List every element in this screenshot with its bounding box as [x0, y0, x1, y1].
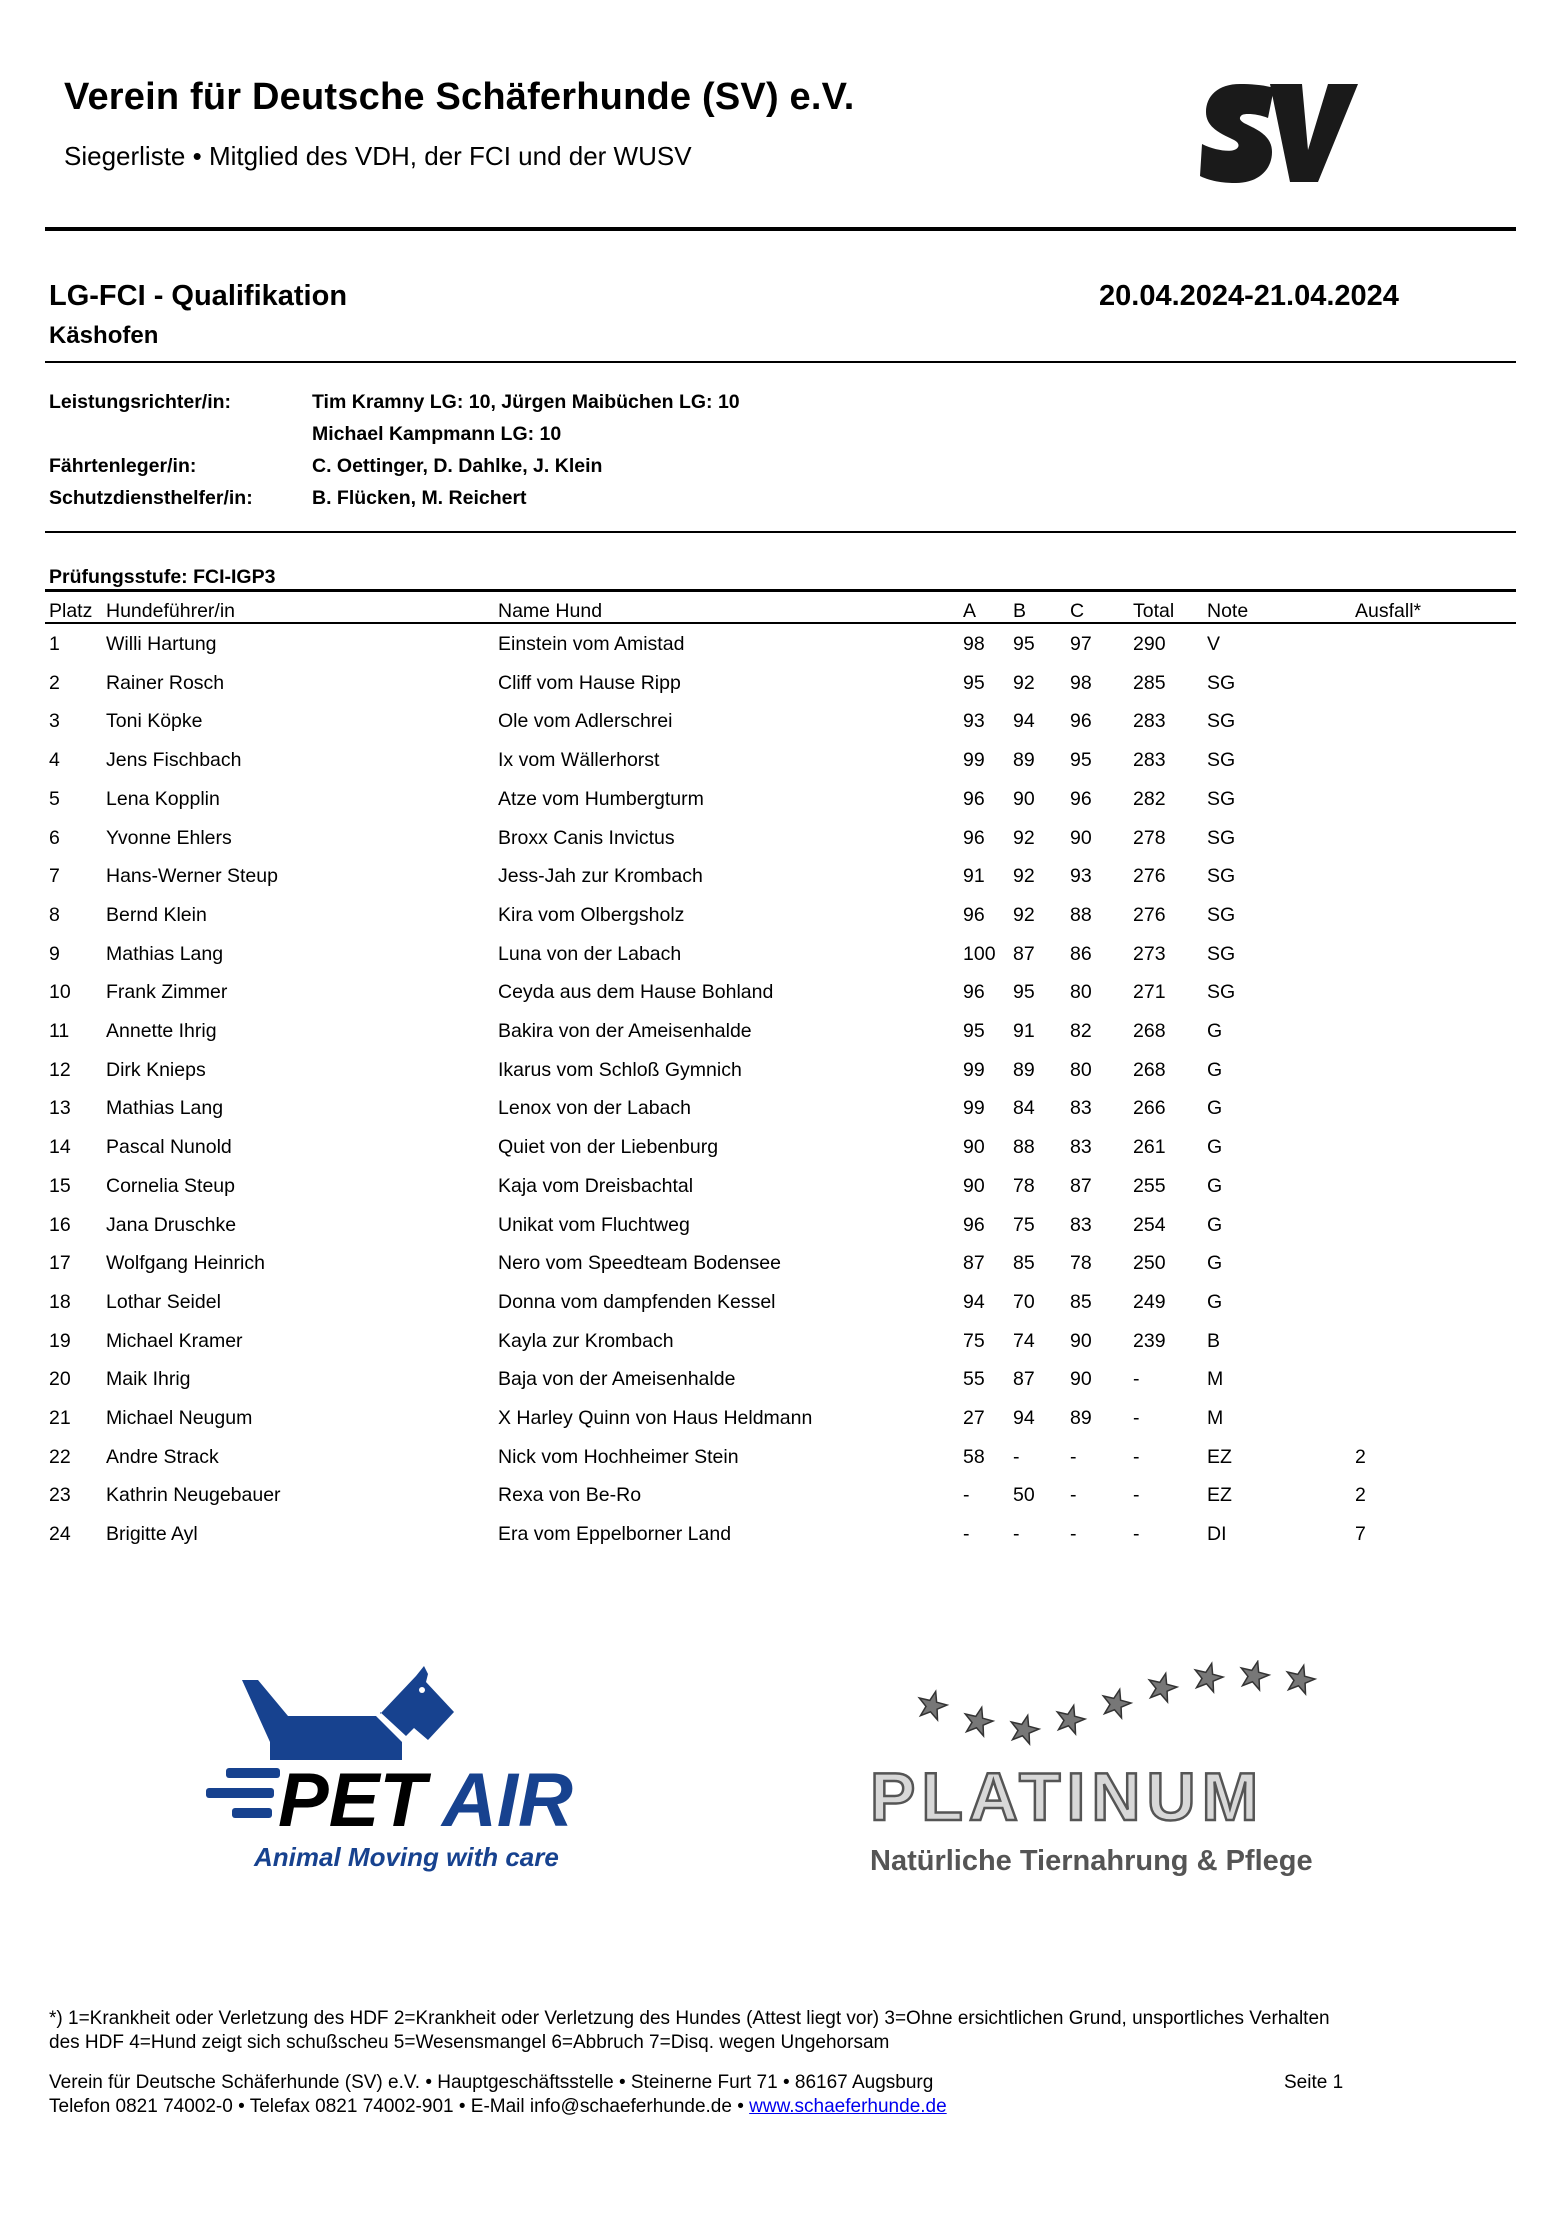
cell-handler: Andre Strack: [106, 1445, 219, 1468]
cell-dog: Unikat vom Fluchtweg: [498, 1213, 690, 1236]
cell-total: -: [1133, 1407, 1140, 1429]
cell-platz: 8: [49, 903, 60, 926]
cell-c: -: [1070, 1445, 1077, 1468]
cell-handler: Hans-Werner Steup: [106, 865, 278, 888]
cell-note: SG: [1207, 710, 1236, 733]
cell-a: 99: [963, 1097, 985, 1120]
cell-platz: 16: [49, 1213, 71, 1236]
cell-b: 87: [1013, 942, 1035, 965]
cell-c: 90: [1070, 826, 1092, 849]
cell-handler: Willi Hartung: [106, 633, 217, 655]
cell-dog: Ix vom Wällerhorst: [498, 749, 660, 772]
cell-b: -: [1013, 1523, 1020, 1546]
table-row: [0, 1059, 1563, 1089]
cell-platz: 17: [49, 1252, 71, 1275]
cell-a: 91: [963, 865, 985, 888]
cell-dog: Lenox von der Labach: [498, 1097, 691, 1120]
cell-dog: Kaja vom Dreisbachtal: [498, 1174, 694, 1197]
cell-handler: Toni Köpke: [106, 710, 203, 733]
cell-note: G: [1207, 1020, 1223, 1042]
cell-b: 50: [1013, 1484, 1035, 1507]
cell-platz: 13: [49, 1097, 71, 1120]
cell-dog: Jess-Jah zur Krombach: [498, 865, 703, 888]
cell-note: G: [1207, 1058, 1223, 1081]
cell-a: 90: [963, 1174, 985, 1197]
cell-platz: 22: [49, 1445, 71, 1468]
petair-name-air: AIR: [442, 1758, 573, 1843]
cell-b: 87: [1013, 1368, 1035, 1391]
cell-dog: Ole vom Adlerschrei: [498, 710, 673, 733]
cell-a: 96: [963, 1213, 985, 1236]
cell-platz: 14: [49, 1136, 71, 1159]
cell-total: 283: [1133, 749, 1166, 772]
cell-total: 254: [1133, 1213, 1166, 1236]
table-row: [0, 943, 1563, 973]
cell-b: 89: [1013, 1058, 1035, 1081]
cell-platz: 21: [49, 1407, 71, 1429]
cell-platz: 20: [49, 1368, 71, 1391]
cell-b: 90: [1013, 787, 1035, 810]
cell-c: 87: [1070, 1174, 1092, 1197]
cell-handler: Wolfgang Heinrich: [106, 1252, 265, 1275]
cell-handler: Mathias Lang: [106, 1097, 224, 1120]
cell-handler: Bernd Klein: [106, 903, 207, 926]
table-row: [0, 1446, 1563, 1476]
star-icon: [1287, 1666, 1315, 1694]
star-icon: [1011, 1716, 1039, 1744]
cell-platz: 5: [49, 787, 60, 810]
cell-b: 85: [1013, 1252, 1035, 1275]
footer-contact-text: Telefon 0821 74002-0 • Telefax 0821 74002-901 • E-Mail info@schaeferhunde.de •: [49, 2096, 750, 2117]
cell-b: 74: [1013, 1329, 1035, 1352]
table-row: [0, 672, 1563, 702]
cell-a: -: [963, 1484, 970, 1507]
event-title: LG-FCI - Qualifikation: [49, 280, 348, 312]
table-row: [0, 1291, 1563, 1321]
header-divider: [45, 227, 1516, 231]
table-row: [0, 1368, 1563, 1398]
cell-note: G: [1207, 1136, 1223, 1159]
cell-total: 261: [1133, 1136, 1166, 1159]
judges-value-line2: Michael Kampmann LG: 10: [312, 423, 562, 445]
cell-note: EZ: [1207, 1445, 1232, 1468]
org-subtitle: Siegerliste • Mitglied des VDH, der FCI und der WUSV: [64, 141, 692, 171]
stars-icon: [919, 1662, 1315, 1744]
table-row: [0, 1136, 1563, 1166]
cell-c: 88: [1070, 903, 1092, 926]
event-place: Käshofen: [49, 322, 159, 349]
helpers-value: B. Flücken, M. Reichert: [312, 487, 527, 509]
cell-note: SG: [1207, 903, 1236, 926]
cell-note: SG: [1207, 671, 1236, 694]
cell-total: -: [1133, 1484, 1140, 1507]
cell-c: 85: [1070, 1290, 1092, 1313]
petair-tagline: Animal Moving with care: [254, 1842, 559, 1872]
cell-handler: Frank Zimmer: [106, 981, 228, 1004]
cell-a: 96: [963, 903, 985, 926]
event-divider: [45, 361, 1516, 363]
footer-address: Verein für Deutsche Schäferhunde (SV) e.V. • Hauptgeschäftsstelle • Steinerne Furt 71 • 86167 Augsburg: [49, 2072, 934, 2093]
table-row: [0, 1214, 1563, 1244]
cell-total: 276: [1133, 865, 1166, 888]
cell-dog: Broxx Canis Invictus: [498, 826, 675, 849]
cell-total: 268: [1133, 1020, 1166, 1042]
cell-handler: Brigitte Ayl: [106, 1523, 198, 1546]
cell-a: 96: [963, 981, 985, 1004]
cell-note: G: [1207, 1252, 1223, 1275]
cell-b: 75: [1013, 1213, 1035, 1236]
cell-b: 94: [1013, 710, 1035, 733]
cell-c: 93: [1070, 865, 1092, 888]
cell-a: 96: [963, 787, 985, 810]
cell-b: 95: [1013, 981, 1035, 1004]
cell-total: 239: [1133, 1329, 1166, 1352]
cell-b: 95: [1013, 633, 1035, 655]
cell-dog: Rexa von Be-Ro: [498, 1484, 642, 1507]
star-icon: [1149, 1674, 1177, 1702]
judges-label: Leistungsrichter/in:: [49, 391, 232, 413]
table-row: [0, 749, 1563, 779]
platinum-name: PLATINUM: [870, 1759, 1265, 1835]
cell-platz: 7: [49, 865, 60, 888]
cell-total: 282: [1133, 787, 1166, 810]
cell-note: SG: [1207, 749, 1236, 772]
col-header-note: Note: [1207, 600, 1249, 622]
cell-total: 266: [1133, 1097, 1166, 1120]
cell-a: 75: [963, 1329, 985, 1352]
table-row: [0, 1020, 1563, 1050]
cell-platz: 15: [49, 1174, 71, 1197]
table-row: [0, 788, 1563, 818]
cell-note: SG: [1207, 826, 1236, 849]
cell-b: 94: [1013, 1407, 1035, 1429]
cell-a: 27: [963, 1407, 985, 1429]
cell-platz: 10: [49, 981, 71, 1004]
event-date: 20.04.2024-21.04.2024: [1099, 280, 1399, 312]
cell-handler: Kathrin Neugebauer: [106, 1484, 281, 1507]
cell-handler: Mathias Lang: [106, 942, 224, 965]
cell-note: G: [1207, 1174, 1223, 1197]
helpers-label: Schutzdiensthelfer/in:: [49, 487, 253, 509]
footnote-line2: des HDF 4=Hund zeigt sich schußscheu 5=Wesensmangel 6=Abbruch 7=Disq. wegen Ungehorsam: [49, 2032, 890, 2053]
table-row: [0, 827, 1563, 857]
cell-c: 80: [1070, 981, 1092, 1004]
cell-c: 83: [1070, 1213, 1092, 1236]
table-row: [0, 1330, 1563, 1360]
cell-total: 249: [1133, 1290, 1166, 1313]
cell-total: 278: [1133, 826, 1166, 849]
star-icon: [1103, 1690, 1131, 1718]
cell-a: 99: [963, 749, 985, 772]
cell-total: 271: [1133, 981, 1166, 1004]
table-row: [0, 981, 1563, 1011]
star-icon: [1195, 1664, 1223, 1692]
cell-note: DI: [1207, 1523, 1227, 1546]
cell-total: 283: [1133, 710, 1166, 733]
cell-a: 94: [963, 1290, 985, 1313]
cell-total: -: [1133, 1368, 1140, 1391]
cell-handler: Maik Ihrig: [106, 1368, 191, 1391]
cell-platz: 1: [49, 633, 60, 655]
cell-platz: 23: [49, 1484, 71, 1507]
cell-a: -: [963, 1523, 970, 1546]
cell-handler: Lothar Seidel: [106, 1290, 221, 1313]
cell-dog: Luna von der Labach: [498, 942, 682, 965]
cell-b: 70: [1013, 1290, 1035, 1313]
cell-a: 87: [963, 1252, 985, 1275]
cell-dog: Kira vom Olbergsholz: [498, 903, 685, 926]
cell-c: 83: [1070, 1136, 1092, 1159]
cell-c: 80: [1070, 1058, 1092, 1081]
cell-c: 83: [1070, 1097, 1092, 1120]
cell-c: 96: [1070, 710, 1092, 733]
cell-dog: Nick vom Hochheimer Stein: [498, 1445, 739, 1468]
cell-handler: Pascal Nunold: [106, 1136, 232, 1159]
cell-c: 96: [1070, 787, 1092, 810]
cell-c: 82: [1070, 1020, 1092, 1042]
cell-platz: 9: [49, 942, 60, 965]
table-top-rule: [45, 589, 1516, 592]
table-row: [0, 633, 1563, 663]
cell-c: 98: [1070, 671, 1092, 694]
cell-handler: Cornelia Steup: [106, 1174, 235, 1197]
judges-value-line1: Tim Kramny LG: 10, Jürgen Maibüchen LG: 10: [312, 391, 740, 413]
cell-platz: 2: [49, 671, 60, 694]
cell-dog: Atze vom Humbergturm: [498, 787, 704, 810]
table-row: [0, 865, 1563, 895]
cell-ausfall: 2: [1355, 1445, 1366, 1468]
cell-c: 89: [1070, 1407, 1092, 1429]
footnote-line1: *) 1=Krankheit oder Verletzung des HDF 2=Krankheit oder Verletzung des Hundes (Attest liegt vor) 3=Ohne ersichtlichen Grund, unsportliches Verhalten: [49, 2008, 1330, 2029]
cell-c: -: [1070, 1484, 1077, 1507]
cell-total: 268: [1133, 1058, 1166, 1081]
cell-note: EZ: [1207, 1484, 1232, 1507]
platinum-tagline: Natürliche Tiernahrung & Pflege: [870, 1845, 1313, 1877]
cell-handler: Jana Druschke: [106, 1213, 237, 1236]
cell-note: SG: [1207, 787, 1236, 810]
cell-b: 88: [1013, 1136, 1035, 1159]
cell-c: -: [1070, 1523, 1077, 1546]
cell-total: 255: [1133, 1174, 1166, 1197]
sv-logo-icon: [1200, 82, 1360, 184]
cell-c: 78: [1070, 1252, 1092, 1275]
cell-handler: Michael Neugum: [106, 1407, 253, 1429]
cell-handler: Rainer Rosch: [106, 671, 225, 694]
cell-dog: X Harley Quinn von Haus Heldmann: [498, 1407, 813, 1429]
table-row: [0, 1252, 1563, 1282]
col-header-a: A: [963, 600, 977, 622]
petair-name-pet: PET: [278, 1758, 426, 1843]
cell-note: V: [1207, 633, 1221, 655]
cell-total: -: [1133, 1523, 1140, 1546]
cell-a: 99: [963, 1058, 985, 1081]
cell-dog: Einstein vom Amistad: [498, 633, 685, 655]
cell-a: 90: [963, 1136, 985, 1159]
cell-a: 58: [963, 1445, 985, 1468]
star-icon: [919, 1692, 947, 1720]
cell-note: G: [1207, 1213, 1223, 1236]
cell-c: 97: [1070, 633, 1092, 655]
cell-b: -: [1013, 1445, 1020, 1468]
col-header-b: B: [1013, 600, 1027, 622]
cell-platz: 4: [49, 749, 60, 772]
col-header-c: C: [1070, 600, 1085, 622]
platinum-logo: [850, 1660, 1370, 1890]
cell-total: 285: [1133, 671, 1166, 694]
cell-platz: 18: [49, 1290, 71, 1313]
cell-total: 273: [1133, 942, 1166, 965]
cell-platz: 12: [49, 1058, 71, 1081]
cell-c: 95: [1070, 749, 1092, 772]
cell-total: 276: [1133, 903, 1166, 926]
cell-b: 92: [1013, 826, 1035, 849]
cell-dog: Ikarus vom Schloß Gymnich: [498, 1058, 742, 1081]
cell-total: -: [1133, 1445, 1140, 1468]
cell-platz: 19: [49, 1329, 71, 1352]
cell-a: 55: [963, 1368, 985, 1391]
cell-note: M: [1207, 1407, 1224, 1429]
cell-total: 250: [1133, 1252, 1166, 1275]
cell-b: 92: [1013, 903, 1035, 926]
cell-note: B: [1207, 1329, 1221, 1352]
table-row: [0, 710, 1563, 740]
col-header-ausfall: Ausfall*: [1355, 600, 1422, 622]
org-title: Verein für Deutsche Schäferhunde (SV) e.V.: [64, 76, 855, 118]
cell-c: 90: [1070, 1329, 1092, 1352]
cell-platz: 11: [49, 1020, 70, 1042]
cell-dog: Era vom Eppelborner Land: [498, 1523, 732, 1546]
footer-contact: [49, 2096, 947, 2118]
tracklayers-label: Fährtenleger/in:: [49, 455, 197, 477]
dog-icon: [242, 1666, 454, 1760]
star-icon: [1241, 1662, 1269, 1690]
cell-total: 290: [1133, 633, 1166, 655]
cell-b: 78: [1013, 1174, 1035, 1197]
cell-b: 92: [1013, 865, 1035, 888]
cell-dog: Baja von der Ameisenhalde: [498, 1368, 736, 1391]
cell-a: 100: [963, 942, 996, 965]
speed-lines-icon: [206, 1768, 280, 1818]
cell-platz: 6: [49, 826, 60, 849]
cell-handler: Yvonne Ehlers: [106, 826, 232, 849]
star-icon: [1057, 1706, 1085, 1734]
cell-handler: Annette Ihrig: [106, 1020, 217, 1042]
col-header-dog: Name Hund: [498, 600, 603, 622]
cell-note: G: [1207, 1097, 1223, 1120]
cell-note: SG: [1207, 942, 1236, 965]
cell-dog: Ceyda aus dem Hause Bohland: [498, 981, 774, 1004]
cell-dog: Bakira von der Ameisenhalde: [498, 1020, 752, 1042]
cell-dog: Kayla zur Krombach: [498, 1329, 674, 1352]
cell-ausfall: 2: [1355, 1484, 1366, 1507]
cell-b: 92: [1013, 671, 1035, 694]
cell-b: 91: [1013, 1020, 1035, 1042]
cell-dog: Donna vom dampfenden Kessel: [498, 1290, 776, 1313]
cell-note: G: [1207, 1290, 1223, 1313]
star-icon: [965, 1708, 993, 1736]
cell-a: 93: [963, 710, 985, 733]
cell-b: 89: [1013, 749, 1035, 772]
cell-note: SG: [1207, 981, 1236, 1004]
table-row: [0, 904, 1563, 934]
page-number: Seite 1: [1284, 2072, 1344, 2093]
table-row: [0, 1097, 1563, 1127]
cell-platz: 24: [49, 1523, 71, 1546]
cell-handler: Dirk Knieps: [106, 1058, 206, 1081]
cell-c: 90: [1070, 1368, 1092, 1391]
petair-logo: [170, 1660, 640, 1890]
cell-note: M: [1207, 1368, 1224, 1391]
cell-a: 95: [963, 671, 985, 694]
website-link[interactable]: www.schaeferhunde.de: [749, 2096, 947, 2117]
table-header-rule: [45, 622, 1516, 624]
cell-ausfall: 7: [1355, 1523, 1366, 1546]
cell-dog: Nero vom Speedteam Bodensee: [498, 1252, 781, 1275]
cell-dog: Cliff vom Hause Ripp: [498, 671, 681, 694]
officials-divider: [45, 531, 1516, 533]
cell-note: SG: [1207, 865, 1236, 888]
table-row: [0, 1407, 1563, 1437]
cell-handler: Michael Kramer: [106, 1329, 243, 1352]
col-header-platz: Platz: [49, 600, 93, 622]
table-row: [0, 1484, 1563, 1514]
table-row: [0, 1175, 1563, 1205]
cell-handler: Jens Fischbach: [106, 749, 242, 772]
col-header-handler: Hundeführer/in: [106, 600, 235, 622]
cell-a: 98: [963, 633, 985, 655]
cell-dog: Quiet von der Liebenburg: [498, 1136, 719, 1159]
cell-b: 84: [1013, 1097, 1035, 1120]
exam-level: Prüfungsstufe: FCI-IGP3: [49, 566, 276, 588]
cell-c: 86: [1070, 942, 1092, 965]
cell-platz: 3: [49, 710, 60, 733]
cell-a: 96: [963, 826, 985, 849]
cell-handler: Lena Kopplin: [106, 787, 220, 810]
tracklayers-value: C. Oettinger, D. Dahlke, J. Klein: [312, 455, 603, 477]
table-row: [0, 1523, 1563, 1553]
cell-a: 95: [963, 1020, 985, 1042]
col-header-total: Total: [1133, 600, 1175, 622]
